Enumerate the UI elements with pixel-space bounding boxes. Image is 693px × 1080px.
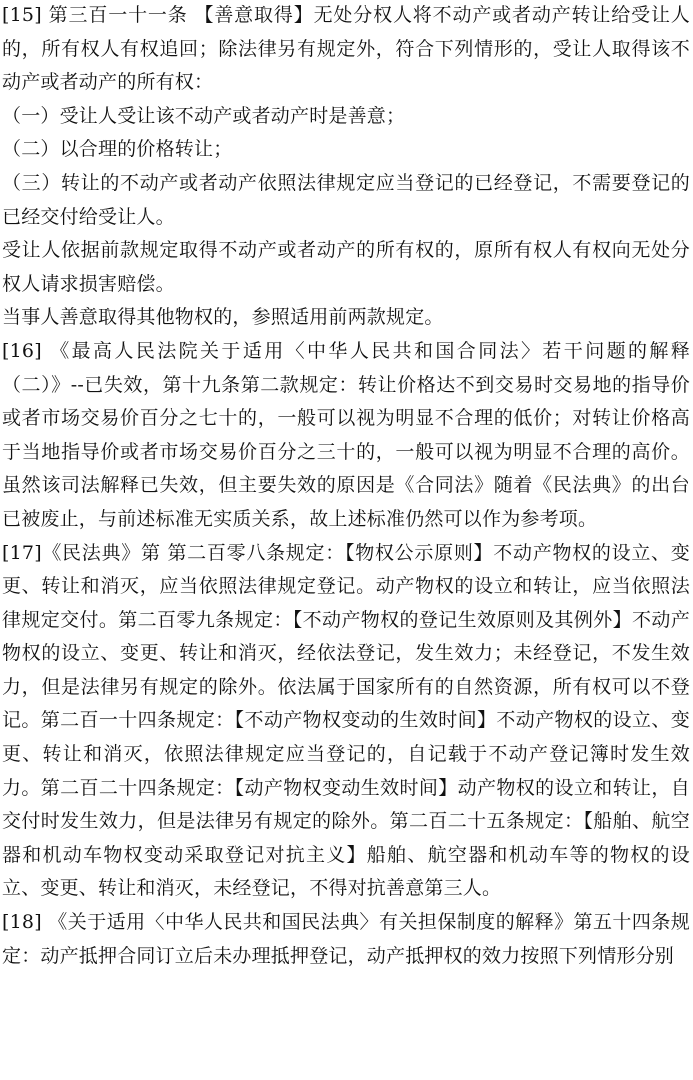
footnote-15-condition-3: （三）转让的不动产或者动产依照法律规定应当登记的已经登记，不需要登记的已经交付给受让人。 <box>2 171 690 228</box>
footnote-15-article-311: [15] 第三百一十一条 【善意取得】无处分权人将不动产或者动产转让给受让人的，所有权人有权追回；除法律另有规定外，符合下列情形的，受让人取得该不动产或者动产的所有权： <box>2 4 690 94</box>
footnote-15-condition-2: （二）以合理的价格转让； <box>2 138 233 161</box>
footnote-15-other-rights: 当事人善意取得其他物权的，参照适用前两款规定。 <box>2 306 444 329</box>
footnote-16-interpretation: [16] 《最高人民法院关于适用〈中华人民共和国合同法〉若干问题的解释（二）》--已失效，第十九条第二款规定：转让价格达不到交易时交易地的指导价或者市场交易价百分之七十的，一般可以视为明显不合理的低价；对转让价格高于当地指导价或者市场交易价百分之三十的，一般可以视为明显不合理的高价。虽然该司法解释已失效，但主要失效的原因是《合同法》随着《民法典》的出台已被废止，与前述标准无实质关系，故上述标准仍然可以作为参考项。 <box>2 339 690 530</box>
footnote-18-guarantee-interpretation: [18] 《关于适用〈中华人民共和国民法典〉有关担保制度的解释》第五十四条规定：动产抵押合同订立后未办理抵押登记，动产抵押权的效力按照下列情形分别 <box>2 911 690 967</box>
footnote-17-civil-code: [17]《民法典》第 第二百零八条规定：【物权公示原则】不动产物权的设立、变更、转让和消灭，应当依照法律规定登记。动产物权的设立和转让，应当依照法律规定交付。第二百零九条规定：【不动产物权的登记生效原则及其例外】不动产物权的设立、变更、转让和消灭，经依法登记，发生效力；未经登记，不发生效力，但是法律另有规定的除外。依法属于国家所有的自然资源，所有权可以不登记。第二百一十四条规定：【不动产物权变动的生效时间】不动产物权的设立、变更、转让和消灭，依照法律规定应当登记的，自记载于不动产登记簿时发生效力。第二百二十四条规定：【动产物权变动生效时间】动产物权的设立和转让，自交付时发生效力，但是法律另有规定的除外。第二百二十五条规定：【船舶、航空器和机动车物权变动采取登记对抗主义】船舶、航空器和机动车等的物权的设立、变更、转让和消灭，未经登记，不得对抗善意第三人。 <box>2 541 690 900</box>
footnote-15-compensation: 受让人依据前款规定取得不动产或者动产的所有权的，原所有权人有权向无处分权人请求损害赔偿。 <box>2 239 690 295</box>
footnote-15-condition-1: （一）受让人受让该不动产或者动产时是善意； <box>2 104 406 127</box>
footnotes-document <box>2 0 690 973</box>
